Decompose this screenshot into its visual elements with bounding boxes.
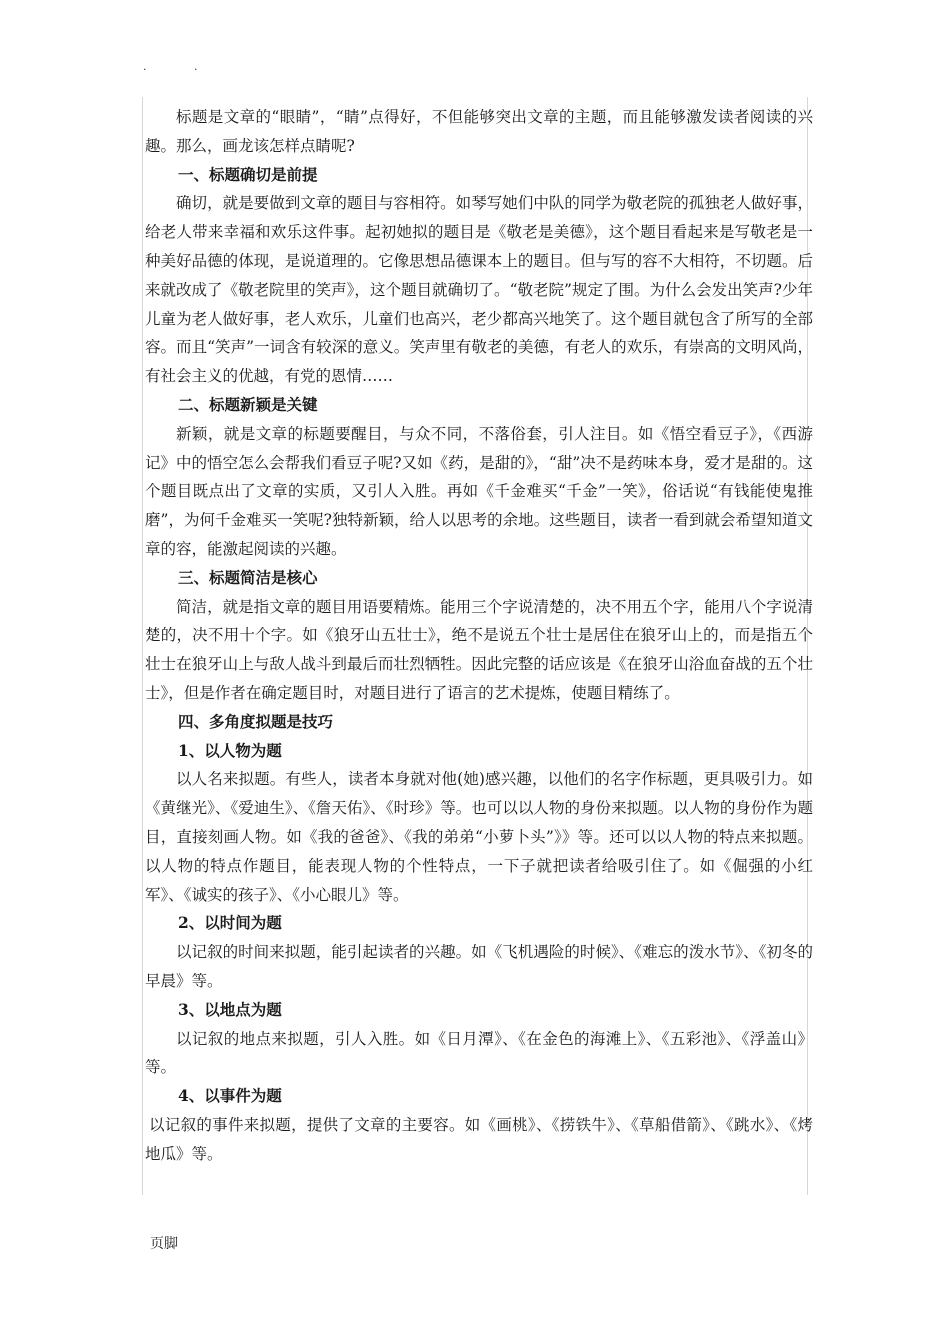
section-paragraph-3: 简洁，就是指文章的题目用语要精炼。能用三个字说清楚的，决不用五个字，能用八个字说清楚的，决不用十个字。如《狼牙山五壮士》，绝不是说五个壮士是居住在狼牙山上的，而是指五个壮士在狼牙山上与敌人战斗到最后而壮烈牺牲。因此完整的话应该是《在狼牙山浴血奋战的五个壮士》，但是作者在确定题目时，对题目进行了语言的艺术提炼，使题目精练了。 [145, 597, 813, 702]
subsection-heading-time: 2、以时间为题 [178, 913, 282, 933]
article-body [145, 103, 813, 1168]
subsection-paragraph-event: 以记叙的事件来拟题，提供了文章的主要容。如《画桃》、《捞铁牛》、《草船借箭》、《跳水》、《烤地瓜》等。 [145, 1115, 813, 1163]
subsection-paragraph-place: 以记叙的地点来拟题，引人入胜。如《日月潭》、《在金色的海滩上》、《五彩池》、《浮盖山》等。 [145, 1029, 813, 1077]
section-paragraph-2: 新颖，就是文章的标题要醒目，与众不同，不落俗套，引人注目。如《悟空看豆子》，《西游记》中的悟空怎么会帮我们看豆子呢?又如《药，是甜的》，“甜”决不是药味本身，爱才是甜的。这个题目既点出了文章的实质，又引人入胜。再如《千金难买“千金”一笑》，俗话说“有钱能使鬼推磨”，为何千金难买一笑呢?独特新颖，给人以思考的余地。这些题目，读者一看到就会希望知道文章的容，能激起阅读的兴趣。 [145, 424, 813, 558]
intro-paragraph: 标题是文章的“眼睛”，“睛”点得好，不但能够突出文章的主题，而且能够激发读者阅读的兴趣。那么，画龙该怎样点睛呢? [145, 108, 813, 155]
section-paragraph-1: 确切，就是要做到文章的题目与容相符。如琴写她们中队的同学为敬老院的孤独老人做好事，给老人带来幸福和欢乐这件事。起初她拟的题目是《敬老是美德》，这个题目看起来是写敬老是一种美好品德的体现，是说道理的。它像思想品德课本上的题目。但与写的容不大相符，不切题。后来就改成了《敬老院里的笑声》，这个题目就确切了。“敬老院”规定了围。为什么会发出笑声?少年儿童为老人做好事，老人欢乐，儿童们也高兴，老少都高兴地笑了。这个题目就包含了所写的全部容。而且“笑声”一词含有较深的意义。笑声里有敬老的美德，有老人的欢乐，有崇高的文明风尚，有社会主义的优越，有党的恩情…… [145, 194, 813, 386]
section-heading-4: 四、多角度拟题是技巧 [178, 711, 334, 731]
subsection-heading-place: 3、以地点为题 [178, 999, 282, 1019]
section-heading-2: 二、标题新颖是关键 [178, 394, 318, 414]
subsection-heading-person: 1、以人物为题 [178, 740, 282, 760]
footer-label: 页脚 [150, 1236, 178, 1252]
subsection-paragraph-time: 以记叙的时间来拟题，能引起读者的兴趣。如《飞机遇险的时候》、《难忘的泼水节》、《初冬的早晨》等。 [145, 943, 813, 990]
subsection-heading-event: 4、以事件为题 [178, 1086, 282, 1106]
section-heading-1: 一、标题确切是前提 [178, 164, 318, 184]
section-heading-3: 三、标题简洁是核心 [178, 567, 318, 587]
header-marks: . . [143, 60, 220, 73]
subsection-paragraph-person: 以人名来拟题。有些人，读者本身就对他(她)感兴趣，以他们的名字作标题，更具吸引力。如《黄继光》、《爱迪生》、《詹天佑》、《时珍》等。也可以以人物的身份来拟题。以人物的身份作为题目，直接刻画人物。如《我的爸爸》、《我的弟弟“小萝卜头”》》等。还可以以人物的特点来拟题。以人物的特点作题目，能表现人物的个性特点，一下子就把读者给吸引住了。如《倔强的小红军》、《诚实的孩子》、《小心眼儿》等。 [145, 770, 813, 904]
